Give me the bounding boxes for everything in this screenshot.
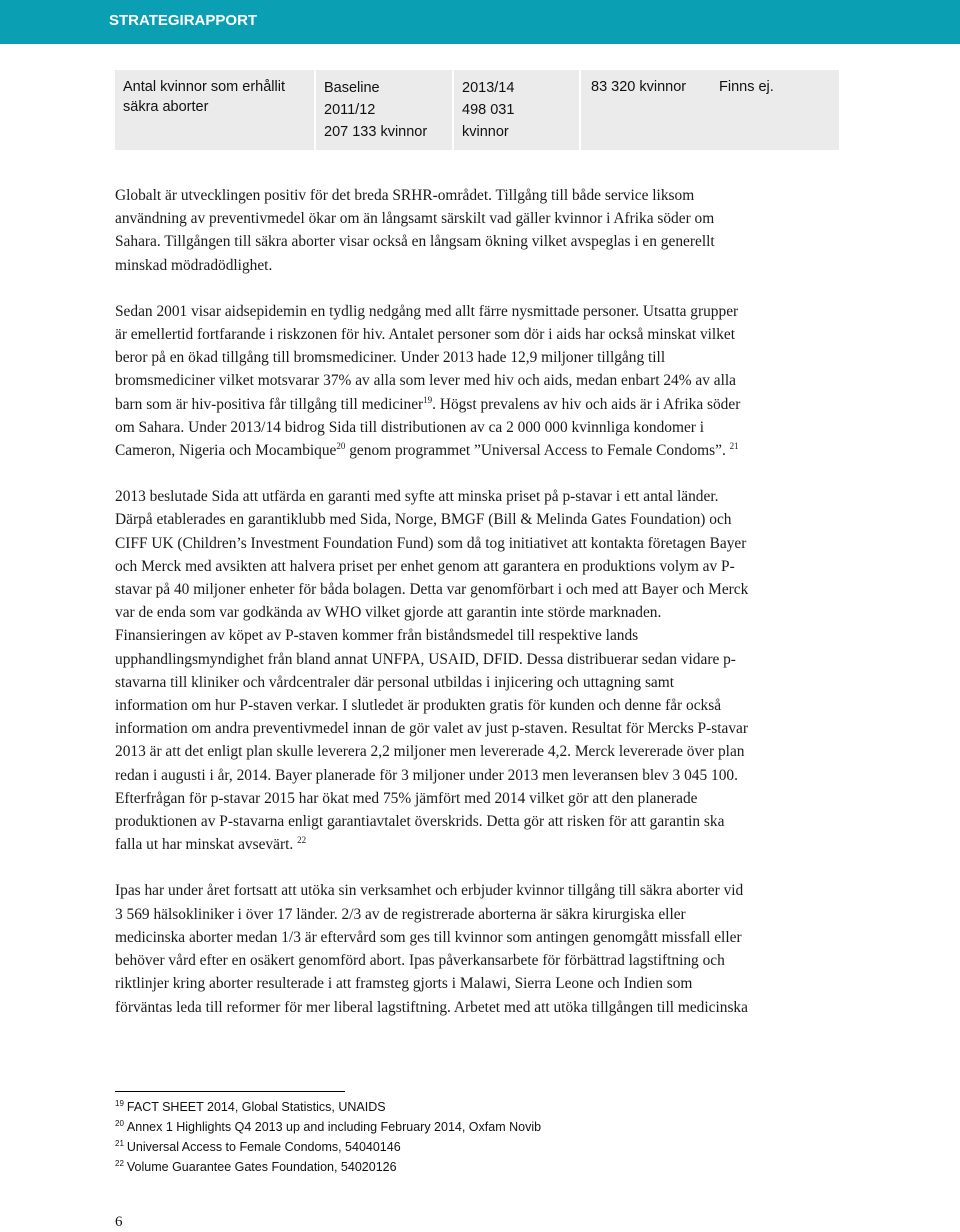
text-line: falla ut har minskat avsevärt. $^{22}$ (115, 835, 307, 854)
indicator-label-line2: säkra aborter (123, 99, 209, 115)
text-line: förväntas leda till reformer för mer liberal lagstiftning. Arbetet med att utöka tillgången till medicinska (115, 998, 748, 1016)
table-divider (579, 70, 581, 150)
page-header-bar (0, 0, 960, 44)
indicator-label-line1: Antal kvinnor som erhållit (123, 79, 285, 95)
year-unit: kvinnor (462, 124, 509, 140)
text-line: stavarna till kliniker och vårdcentraler där personal utbildas i injicering och uttagning samt (115, 673, 675, 691)
text-line: Finansieringen av köpet av P-staven kommer från biståndsmedel till respektive lands (115, 627, 639, 645)
text-line: om Sahara. Under 2013/14 bidrog Sida till distributionen av ca 2 000 000 kvinnliga kondomer i (115, 418, 705, 436)
footnote-19: $^{19}$ FACT SHEET 2014, Global Statistics, UNAIDS (115, 1099, 386, 1114)
target-value-cell (591, 77, 711, 157)
target-value: 83 320 kvinnor (591, 79, 687, 95)
footnote-21: $^{21}$ Universal Access to Female Condoms, 54040146 (115, 1139, 401, 1154)
text-line: medicinska aborter medan 1/3 är eftervård som ges till kvinnor som antingen genomgått missfall eller (115, 928, 742, 946)
text-line: information om andra preventivmedel innan de gör valet av just p-staven. Resultat för Mercks P-stavar (115, 720, 748, 738)
footnote-20: $^{20}$ Annex 1 Highlights Q4 2013 up and including February 2014, Oxfam Novib (115, 1119, 542, 1134)
text-line: och Merck med avsikten att halvera priset per enhet genom att garantera en produktions volym av P- (115, 557, 735, 575)
text-line: beror på en ökad tillgång till bromsmediciner. Under 2013 hade 12,9 miljoner tillgång till (115, 349, 666, 367)
footnote-ref-19[interactable]: 19 (423, 394, 433, 405)
text-line: behöver vård efter en osäkert genomförd abort. Ipas påverkansarbete för förbättrad lagstiftning och (115, 952, 725, 970)
footnote-ref-20[interactable]: 20 (336, 441, 346, 452)
note-value: Finns ej. (719, 79, 774, 95)
text-line: Ipas har under året fortsatt att utöka sin verksamhet och erbjuder kvinnor tillgång till säkra aborter vid (115, 882, 744, 900)
table-divider (452, 70, 454, 150)
table-divider (314, 70, 316, 150)
body-text (115, 184, 845, 1042)
footnote-ref-22[interactable]: 22 (297, 835, 307, 846)
text-line: barn som är hiv-positiva får tillgång till mediciner$^{19}$. Högst prevalens av hiv och aids är i Afrika söder (115, 394, 741, 413)
text-line: Globalt är utvecklingen positiv för det breda SRHR-området. Tillgång till både service liksom (115, 187, 695, 204)
text-line: 2013 är att det enligt plan skulle leverera 2,2 miljoner men levererade 4,2. Merck levererade över plan (115, 743, 745, 761)
year-cell (462, 77, 582, 157)
text-line: Cameron, Nigeria och Mocambique$^{20}$ genom programmet ”Universal Access to Female Condoms”. $^{21}$ (115, 441, 739, 460)
footnote-ref-21[interactable]: 21 (729, 441, 739, 452)
note-cell (719, 77, 829, 157)
indicator-table (115, 70, 839, 150)
text-line: Sedan 2001 visar aidsepidemin en tydlig nedgång med allt färre nysmittade personer. Utsatta grupper (115, 302, 739, 320)
text-line: stavar på 40 miljoner enheter för båda bolagen. Detta var genomförbart i och med att Bayer och Merck (115, 581, 749, 599)
text-line: Efterfrågan för p-stavar 2015 har ökat med 75% jämfört med 2014 vilket gör att den planerade (115, 789, 698, 807)
text-line: var de enda som var godkända av WHO vilket gjorde att garantin inte störde marknaden. (115, 604, 662, 622)
footnote-22: $^{22}$ Volume Guarantee Gates Foundation, 54020126 (115, 1159, 397, 1174)
text-line: minskad mödradödlighet. (115, 256, 273, 274)
baseline-cell (324, 77, 454, 157)
text-line: är emellertid fortfarande i riskzonen för hiv. Antalet personer som dör i aids har också minskat vilket (115, 326, 735, 344)
footnote-separator (115, 1091, 345, 1092)
text-line: 3 569 hälsokliniker i över 17 länder. 2/3 av de registrerade aborterna är säkra kirurgiska eller (115, 905, 686, 923)
baseline-period: 2011/12 (324, 102, 376, 118)
indicator-label-cell (123, 77, 313, 157)
text-line: upphandlingsmyndighet från bland annat UNFPA, USAID, DFID. Dessa distribuerar sedan vidare p- (115, 650, 736, 668)
page-number: 6 (115, 1214, 123, 1230)
text-line: redan i augusti i år, 2014. Bayer planerade för 3 miljoner under 2013 men leveransen blev 3 045 100. (115, 766, 738, 784)
paragraph-p-stavar (115, 485, 845, 856)
year-value: 498 031 (462, 102, 515, 118)
report-title: STRATEGIRAPPORT (109, 12, 258, 29)
year-period: 2013/14 (462, 80, 515, 96)
text-line: användning av preventivmedel ökar om än långsamt särskilt vad gäller kvinnor i Afrika söder om (115, 210, 715, 228)
baseline-value: 207 133 kvinnor (324, 124, 428, 140)
paragraph-ipas (115, 879, 845, 1018)
footnotes (115, 1100, 541, 1180)
paragraph-srhr (115, 184, 845, 277)
text-line: Sahara. Tillgången till säkra aborter visar också en långsam ökning vilket avspeglas i en generellt (115, 233, 715, 251)
text-line: riktlinjer kring aborter resulterade i att framsteg gjorts i Malawi, Sierra Leone och Indien som (115, 975, 693, 993)
paragraph-hiv (115, 300, 845, 462)
text-line: bromsmediciner vilket motsvarar 37% av alla som lever med hiv och aids, medan enbart 24% av alla (115, 372, 736, 390)
text-line: CIFF UK (Children’s Investment Foundation Fund) som då tog initiativet att kontakta företagen Bayer (115, 534, 747, 552)
text-line: information om hur P-staven verkar. I slutledet är produkten gratis för kunden och denne får också (115, 697, 722, 715)
text-line: Därpå etablerades en garantiklubb med Sida, Norge, BMGF (Bill & Melinda Gates Foundation) och (115, 511, 732, 529)
baseline-label: Baseline (324, 80, 380, 96)
text-line: produktionen av P-stavarna enligt garantiavtalet överskrids. Detta gör att risken för att garantin ska (115, 813, 725, 831)
text-line: 2013 beslutade Sida att utfärda en garanti med syfte att minska priset på p-stavar i ett antal länder. (115, 488, 719, 506)
